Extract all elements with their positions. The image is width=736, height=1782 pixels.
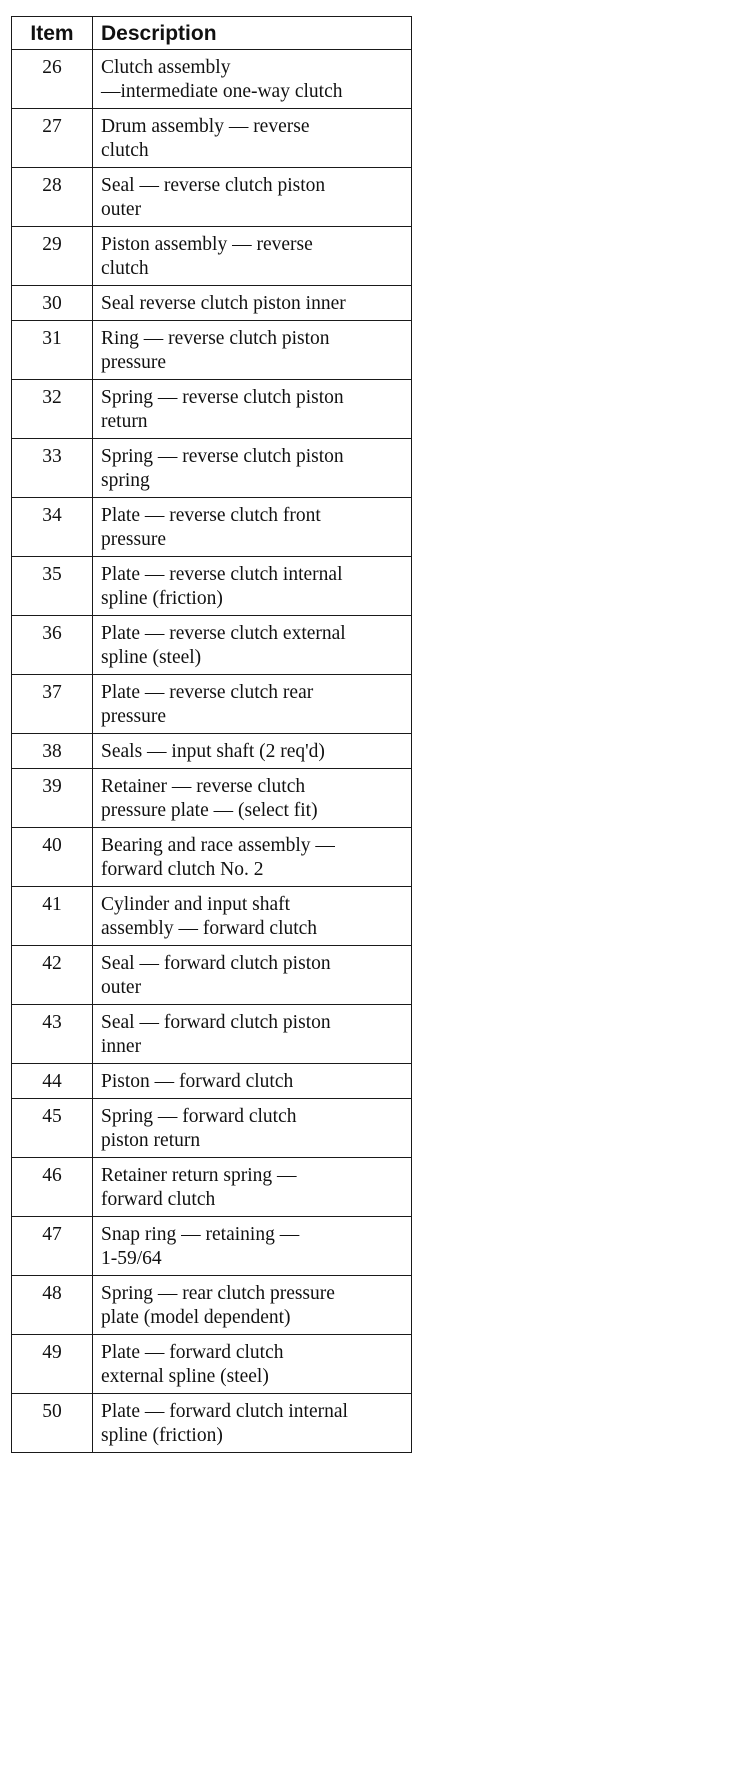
table-row — [12, 168, 412, 227]
item-number: 40 — [12, 828, 93, 887]
table-row — [12, 1217, 412, 1276]
table-row — [12, 227, 412, 286]
item-number: 48 — [12, 1276, 93, 1335]
item-number: 43 — [12, 1005, 93, 1064]
item-number: 29 — [12, 227, 93, 286]
table-row — [12, 1394, 412, 1453]
item-number: 38 — [12, 734, 93, 769]
table-row — [12, 109, 412, 168]
item-number: 31 — [12, 321, 93, 380]
item-description: Piston assembly — reverse clutch — [93, 227, 412, 286]
table-row — [12, 1276, 412, 1335]
item-number: 36 — [12, 616, 93, 675]
item-number: 33 — [12, 439, 93, 498]
table-row — [12, 321, 412, 380]
table-row — [12, 946, 412, 1005]
item-number: 41 — [12, 887, 93, 946]
item-description: Plate — forward clutch external spline (steel) — [93, 1335, 412, 1394]
item-number: 47 — [12, 1217, 93, 1276]
table-body — [12, 50, 412, 1453]
table-row — [12, 887, 412, 946]
description-column-header: Description — [93, 17, 412, 50]
item-number: 32 — [12, 380, 93, 439]
table-row — [12, 1335, 412, 1394]
item-number: 42 — [12, 946, 93, 1005]
item-number: 46 — [12, 1158, 93, 1217]
item-column-header: Item — [12, 17, 93, 50]
table-row — [12, 616, 412, 675]
parts-table — [11, 16, 412, 1453]
table-row — [12, 734, 412, 769]
item-description: Spring — forward clutch piston return — [93, 1099, 412, 1158]
item-description: Drum assembly — reverse clutch — [93, 109, 412, 168]
table-row — [12, 1158, 412, 1217]
table-row — [12, 380, 412, 439]
table-row — [12, 675, 412, 734]
item-description: Seal — forward clutch piston outer — [93, 946, 412, 1005]
item-description: Plate — reverse clutch internal spline (friction) — [93, 557, 412, 616]
item-description: Clutch assembly —intermediate one-way clutch — [93, 50, 412, 109]
table-row — [12, 1064, 412, 1099]
item-description: Spring — reverse clutch piston return — [93, 380, 412, 439]
item-number: 34 — [12, 498, 93, 557]
table-row — [12, 828, 412, 887]
item-description: Piston — forward clutch — [93, 1064, 412, 1099]
item-description: Plate — reverse clutch front pressure — [93, 498, 412, 557]
item-description: Spring — reverse clutch piston spring — [93, 439, 412, 498]
item-number: 45 — [12, 1099, 93, 1158]
table-row — [12, 1005, 412, 1064]
table-row — [12, 439, 412, 498]
header-row — [12, 17, 412, 50]
table-row — [12, 557, 412, 616]
item-description: Seal reverse clutch piston inner — [93, 286, 412, 321]
item-number: 50 — [12, 1394, 93, 1453]
item-number: 26 — [12, 50, 93, 109]
item-description: Cylinder and input shaft assembly — forward clutch — [93, 887, 412, 946]
item-number: 35 — [12, 557, 93, 616]
table-row — [12, 50, 412, 109]
table-row — [12, 769, 412, 828]
table-header — [12, 17, 412, 50]
item-description: Seal — reverse clutch piston outer — [93, 168, 412, 227]
item-description: Seal — forward clutch piston inner — [93, 1005, 412, 1064]
table-row — [12, 498, 412, 557]
item-description: Plate — reverse clutch external spline (steel) — [93, 616, 412, 675]
item-description: Plate — forward clutch internal spline (friction) — [93, 1394, 412, 1453]
item-number: 39 — [12, 769, 93, 828]
item-description: Seals — input shaft (2 req'd) — [93, 734, 412, 769]
item-number: 28 — [12, 168, 93, 227]
table-row — [12, 1099, 412, 1158]
item-description: Plate — reverse clutch rear pressure — [93, 675, 412, 734]
item-description: Retainer — reverse clutch pressure plate — (select fit) — [93, 769, 412, 828]
item-description: Bearing and race assembly — forward clutch No. 2 — [93, 828, 412, 887]
item-number: 37 — [12, 675, 93, 734]
table-row — [12, 286, 412, 321]
item-description: Spring — rear clutch pressure plate (model dependent) — [93, 1276, 412, 1335]
item-number: 49 — [12, 1335, 93, 1394]
item-description: Retainer return spring — forward clutch — [93, 1158, 412, 1217]
item-number: 27 — [12, 109, 93, 168]
item-description: Snap ring — retaining — 1-59/64 — [93, 1217, 412, 1276]
item-number: 30 — [12, 286, 93, 321]
item-description: Ring — reverse clutch piston pressure — [93, 321, 412, 380]
item-number: 44 — [12, 1064, 93, 1099]
